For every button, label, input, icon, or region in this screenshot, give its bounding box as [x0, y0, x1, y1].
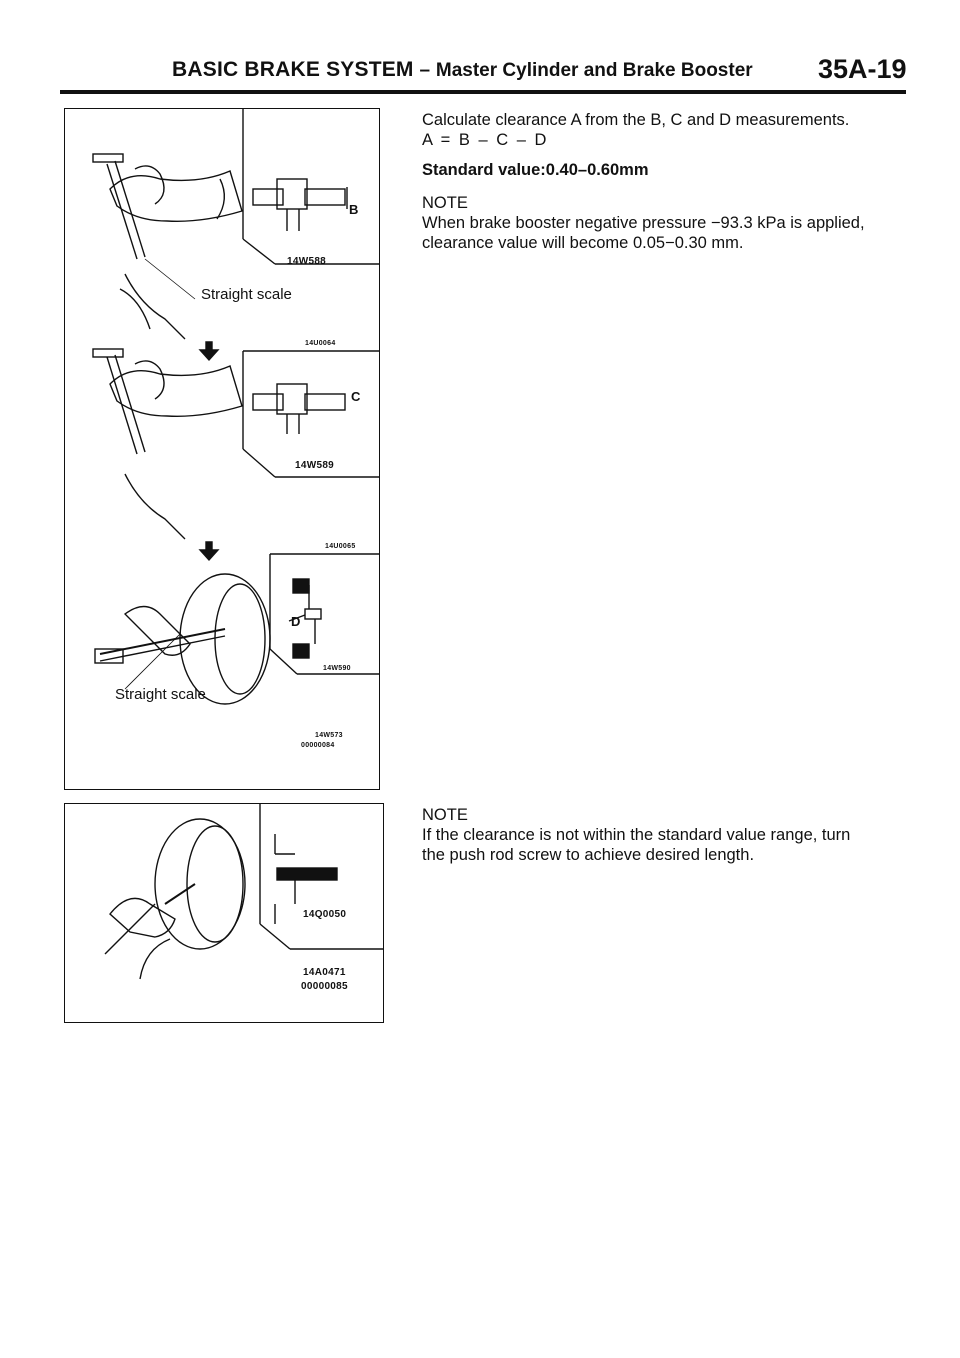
figure-code-14u0065: 14U0065 [325, 543, 356, 550]
page-header [0, 52, 910, 92]
dimension-d-label: D [291, 614, 301, 629]
figure-code-14q0050: 14Q0050 [303, 909, 347, 920]
figure-code-14w588: 14W588 [287, 256, 327, 267]
figure-code-14w589: 14W589 [295, 460, 335, 471]
header-rule [60, 90, 906, 94]
note2-line1: If the clearance is not within the standard value range, turn [422, 826, 851, 844]
note1-line2: clearance value will become 0.05−0.30 mm. [422, 234, 744, 252]
figure-code-14a0471: 14A0471 [303, 967, 346, 978]
figure-code-14w590: 14W590 [323, 665, 351, 672]
formula-text: A = B – C – D [422, 131, 549, 149]
step-d-illustration [95, 554, 379, 704]
note1-title: NOTE [422, 194, 468, 212]
page-number: 35A-19 [818, 54, 907, 84]
dimension-b-label: B [349, 202, 359, 217]
note1-line1: When brake booster negative pressure −93.3 kPa is applied, [422, 214, 865, 232]
section-title: BASIC BRAKE SYSTEM [172, 58, 414, 81]
figure-reference-number: 00000084 [301, 742, 335, 749]
figure-measurement-steps [64, 108, 380, 790]
subsection-title: Master Cylinder and Brake Booster [435, 60, 753, 81]
note2-line2: the push rod screw to achieve desired length. [422, 846, 755, 864]
dimension-c-label: C [351, 389, 361, 404]
straight-scale-label-2: Straight scale [115, 686, 206, 703]
straight-scale-label-1: Straight scale [201, 286, 292, 303]
step-c-illustration [93, 349, 379, 539]
figure-code-14w573: 14W573 [315, 732, 343, 739]
instruction-text: Calculate clearance A from the B, C and D measurements. [422, 111, 850, 129]
measurement-illustration [65, 109, 379, 789]
header-dash: – [419, 60, 431, 81]
figure-code-14u0064: 14U0064 [305, 340, 336, 347]
figure-push-rod-adjustment [64, 803, 384, 1023]
standard-value: Standard value:0.40–0.60mm [422, 161, 649, 179]
figure-reference-number: 00000085 [301, 981, 348, 992]
note2-title: NOTE [422, 806, 468, 824]
step-b-illustration [93, 109, 379, 339]
header-title [172, 58, 753, 82]
